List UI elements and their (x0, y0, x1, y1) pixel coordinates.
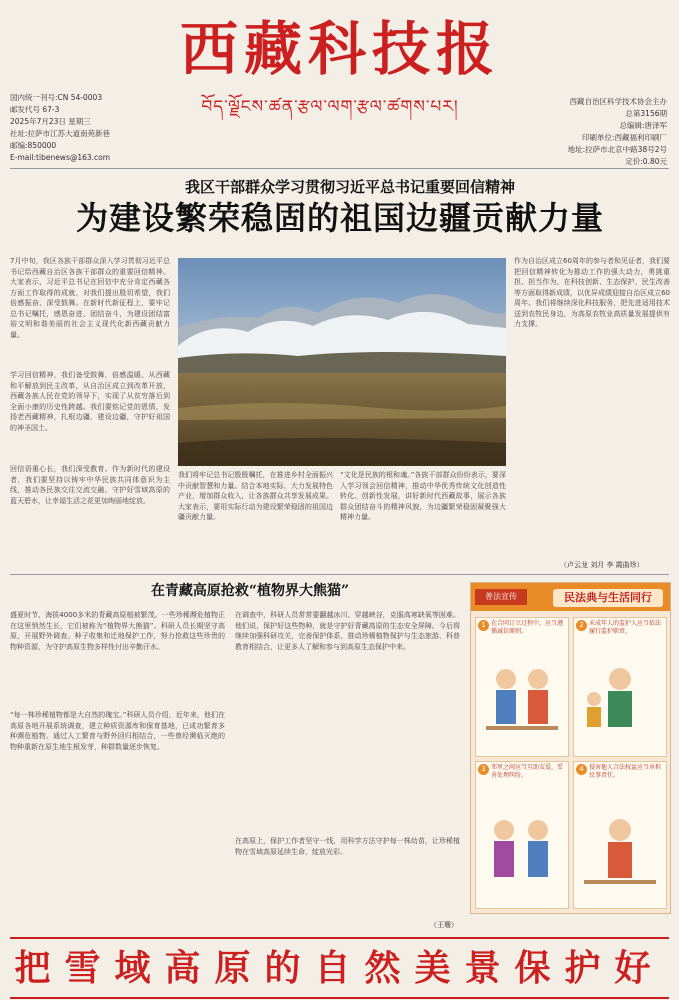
info-line: 印刷单位:西藏福利印刷厂 (581, 133, 667, 142)
masthead-rule (10, 168, 669, 169)
lead-kicker: 我区干部群众学习贯彻习近平总书记重要回信精神 (184, 178, 515, 196)
feature-body-col2b: 在高原上，保护工作者坚守一线，用科学方法守护每一株幼苗，让珍稀植物在雪域高原延续生命，绽放光彩。 (235, 837, 460, 856)
info-line: 西藏自治区科学技术协会主办 (569, 97, 667, 106)
feature-byline: （王珊） (430, 921, 458, 929)
panel-caption: 侵害他人合法权益应当承担民事责任。 (589, 764, 662, 779)
lead-body-mid-left: 我们将牢记总书记殷殷嘱托，在推进乡村全面振兴中贡献智慧和力量。结合本地实际，大力发展特色产业，增加群众收入，让各族群众共享发展成果。大家表示，要用实际行动为建设繁荣稳固的祖国边疆贡献力量。 (178, 471, 333, 521)
info-line: 地址:拉萨市北京中路38号2号 (567, 145, 667, 154)
section-rule (10, 574, 669, 575)
panel-caption: 邻里之间应当互助友爱，妥善处理纠纷。 (491, 764, 564, 779)
lead-body-col1b: 学习回信精神，我们备受鼓舞，倍感温暖。从西藏和平解放到民主改革，从自治区成立到改革开放，西藏各族人民在党的领导下，实现了从贫穷落后到全面小康的历史性跨越。我们要铭记党的恩情，发扬老西藏精神，扎根边疆、建设边疆，守护好祖国的神圣国土。 (10, 371, 170, 432)
comic-panel (475, 617, 569, 757)
info-line: 社址:拉萨市江苏大道南苑新巷 (10, 129, 111, 138)
comic-panel (573, 761, 667, 909)
comic-figures-icon (574, 802, 666, 902)
feature-title: 在青藏高原抢救“植物界大熊猫” (150, 583, 350, 599)
comic-figures-icon (574, 654, 666, 754)
panel-caption: 未成年人的监护人应当依法履行监护职责。 (589, 620, 662, 635)
sidebar-header (471, 583, 670, 611)
comic-figures-icon (476, 654, 568, 754)
publication-info-left (10, 92, 160, 164)
snow-mountain-grassland-image (178, 258, 506, 466)
lead-body-mid-right: “文化是民族的根和魂。”各族干部群众纷纷表示，要深入学习领会回信精神，推动中华优秀传统文化创造性转化、创新性发展，讲好新时代西藏故事，展示各族群众团结奋斗的精神风貌，为边疆繁荣稳固凝聚强大精神力量。 (340, 471, 506, 521)
publication-info-right (547, 96, 667, 168)
panel-number: 4 (576, 764, 587, 775)
info-line: 总编辑:唐泽军 (619, 121, 667, 130)
info-line: 总第3156期 (625, 109, 667, 118)
sidebar-title: 民法典与生活同行 (553, 589, 663, 607)
landscape-photo (178, 258, 506, 466)
panel-caption: 在合同订立过程中，应当遵循诚信原则。 (491, 620, 564, 635)
panel-number: 1 (478, 620, 489, 631)
comic-figures-icon (476, 802, 568, 902)
masthead-tibetan: བོད་ལྗོངས་ཚན་རྩལ་ལག་རྩལ་ཚགས་པར། (201, 97, 459, 117)
sidebar-tag: 普法宣传 (475, 589, 527, 605)
feature-body-col1: 盛夏时节，海拔4000多米的青藏高原植被繁茂。一些珍稀濒危植物正在这里悄然生长，它们被称为“植物界大熊猫”。科研人员长期坚守高原，开展野外调查、种子收集和迁地保护工作，努力抢救这些珍贵的物种资源，为守护高原生物多样性付出辛勤汗水。 (10, 611, 225, 651)
lead-body-col1c: 回信语重心长，我们深受教育。作为新时代的建设者，我们要坚持以铸牢中华民族共同体意识为主线，推动各民族交往交流交融，守护好雪域高原的蓝天碧水，让幸福生活之花更加绚丽地绽放。 (10, 465, 170, 505)
lead-body-col1: 7月中旬，我区各族干部群众深入学习贯彻习近平总书记给西藏自治区各族干部群众的重要回信精神。大家表示，习近平总书记在回信中充分肯定西藏各方面工作取得的成就，对我们提出殷切希望，我们倍感振奋、深受鼓舞。在新时代新征程上，要牢记总书记嘱托，感恩奋进、团结奋斗，为建设团结富裕文明和谐美丽的社会主义现代化新西藏贡献力量。 (10, 257, 170, 339)
panel-number: 2 (576, 620, 587, 631)
lead-body-right: 作为自治区成立60周年的参与者和见证者，我们要把回信精神转化为推动工作的强大动力，勇挑重担、担当作为，在科技创新、生态保护、民生改善等方面取得新成绩，以优异成绩迎接自治区成立60周年。我们将继续深化科技服务，把先进适用技术送到农牧民身边，为高原农牧业高质量发展提供有力支撑。 (514, 257, 670, 328)
info-line: 定价:0.80元 (625, 157, 667, 166)
feature-body-col1b: “每一株珍稀植物都是大自然的瑰宝。”科研人员介绍，近年来，他们在高原各地开展系统调查，建立种质资源库和保育基地，已成功繁育多种濒危植物。通过人工繁育与野外回归相结合，一些曾经濒临灭绝的物种重新在原生地生根发芽，种群数量逐步恢复。 (10, 711, 225, 751)
masthead-title: 西藏科技报 (179, 15, 500, 83)
panel-number: 3 (478, 764, 489, 775)
comic-panel (573, 617, 667, 757)
comic-panel (475, 761, 569, 909)
info-line: 邮编:850000 (10, 141, 57, 150)
info-line: 2025年7月23日 星期三 (10, 117, 91, 126)
lead-byline: （卢云龙 刘月 李 霞曲珍） (560, 561, 644, 569)
lead-headline: 为建设繁荣稳固的祖国边疆贡献力量 (75, 199, 604, 237)
feature-body-col2: 在调查中，科研人员常常要翻越冰川、穿越峡谷，克服高寒缺氧等困难。他们说，保护好这些物种，就是守护好青藏高原的生态安全屏障。今后将继续加强科研攻关，完善保护体系，推动珍稀植物保护与生态旅游、科普教育相结合，让更多人了解和参与到高原生态保护中来。 (235, 611, 460, 651)
bottom-slogan: 把雪域高原的自然美景保护好 (10, 937, 669, 999)
info-line: E-mail:tibenews@163.com (10, 153, 111, 162)
info-line: 国内统一刊号:CN 54-0003 (10, 93, 103, 102)
info-line: 邮发代号 67-3 (10, 105, 60, 114)
legal-comic-sidebar (470, 582, 671, 914)
